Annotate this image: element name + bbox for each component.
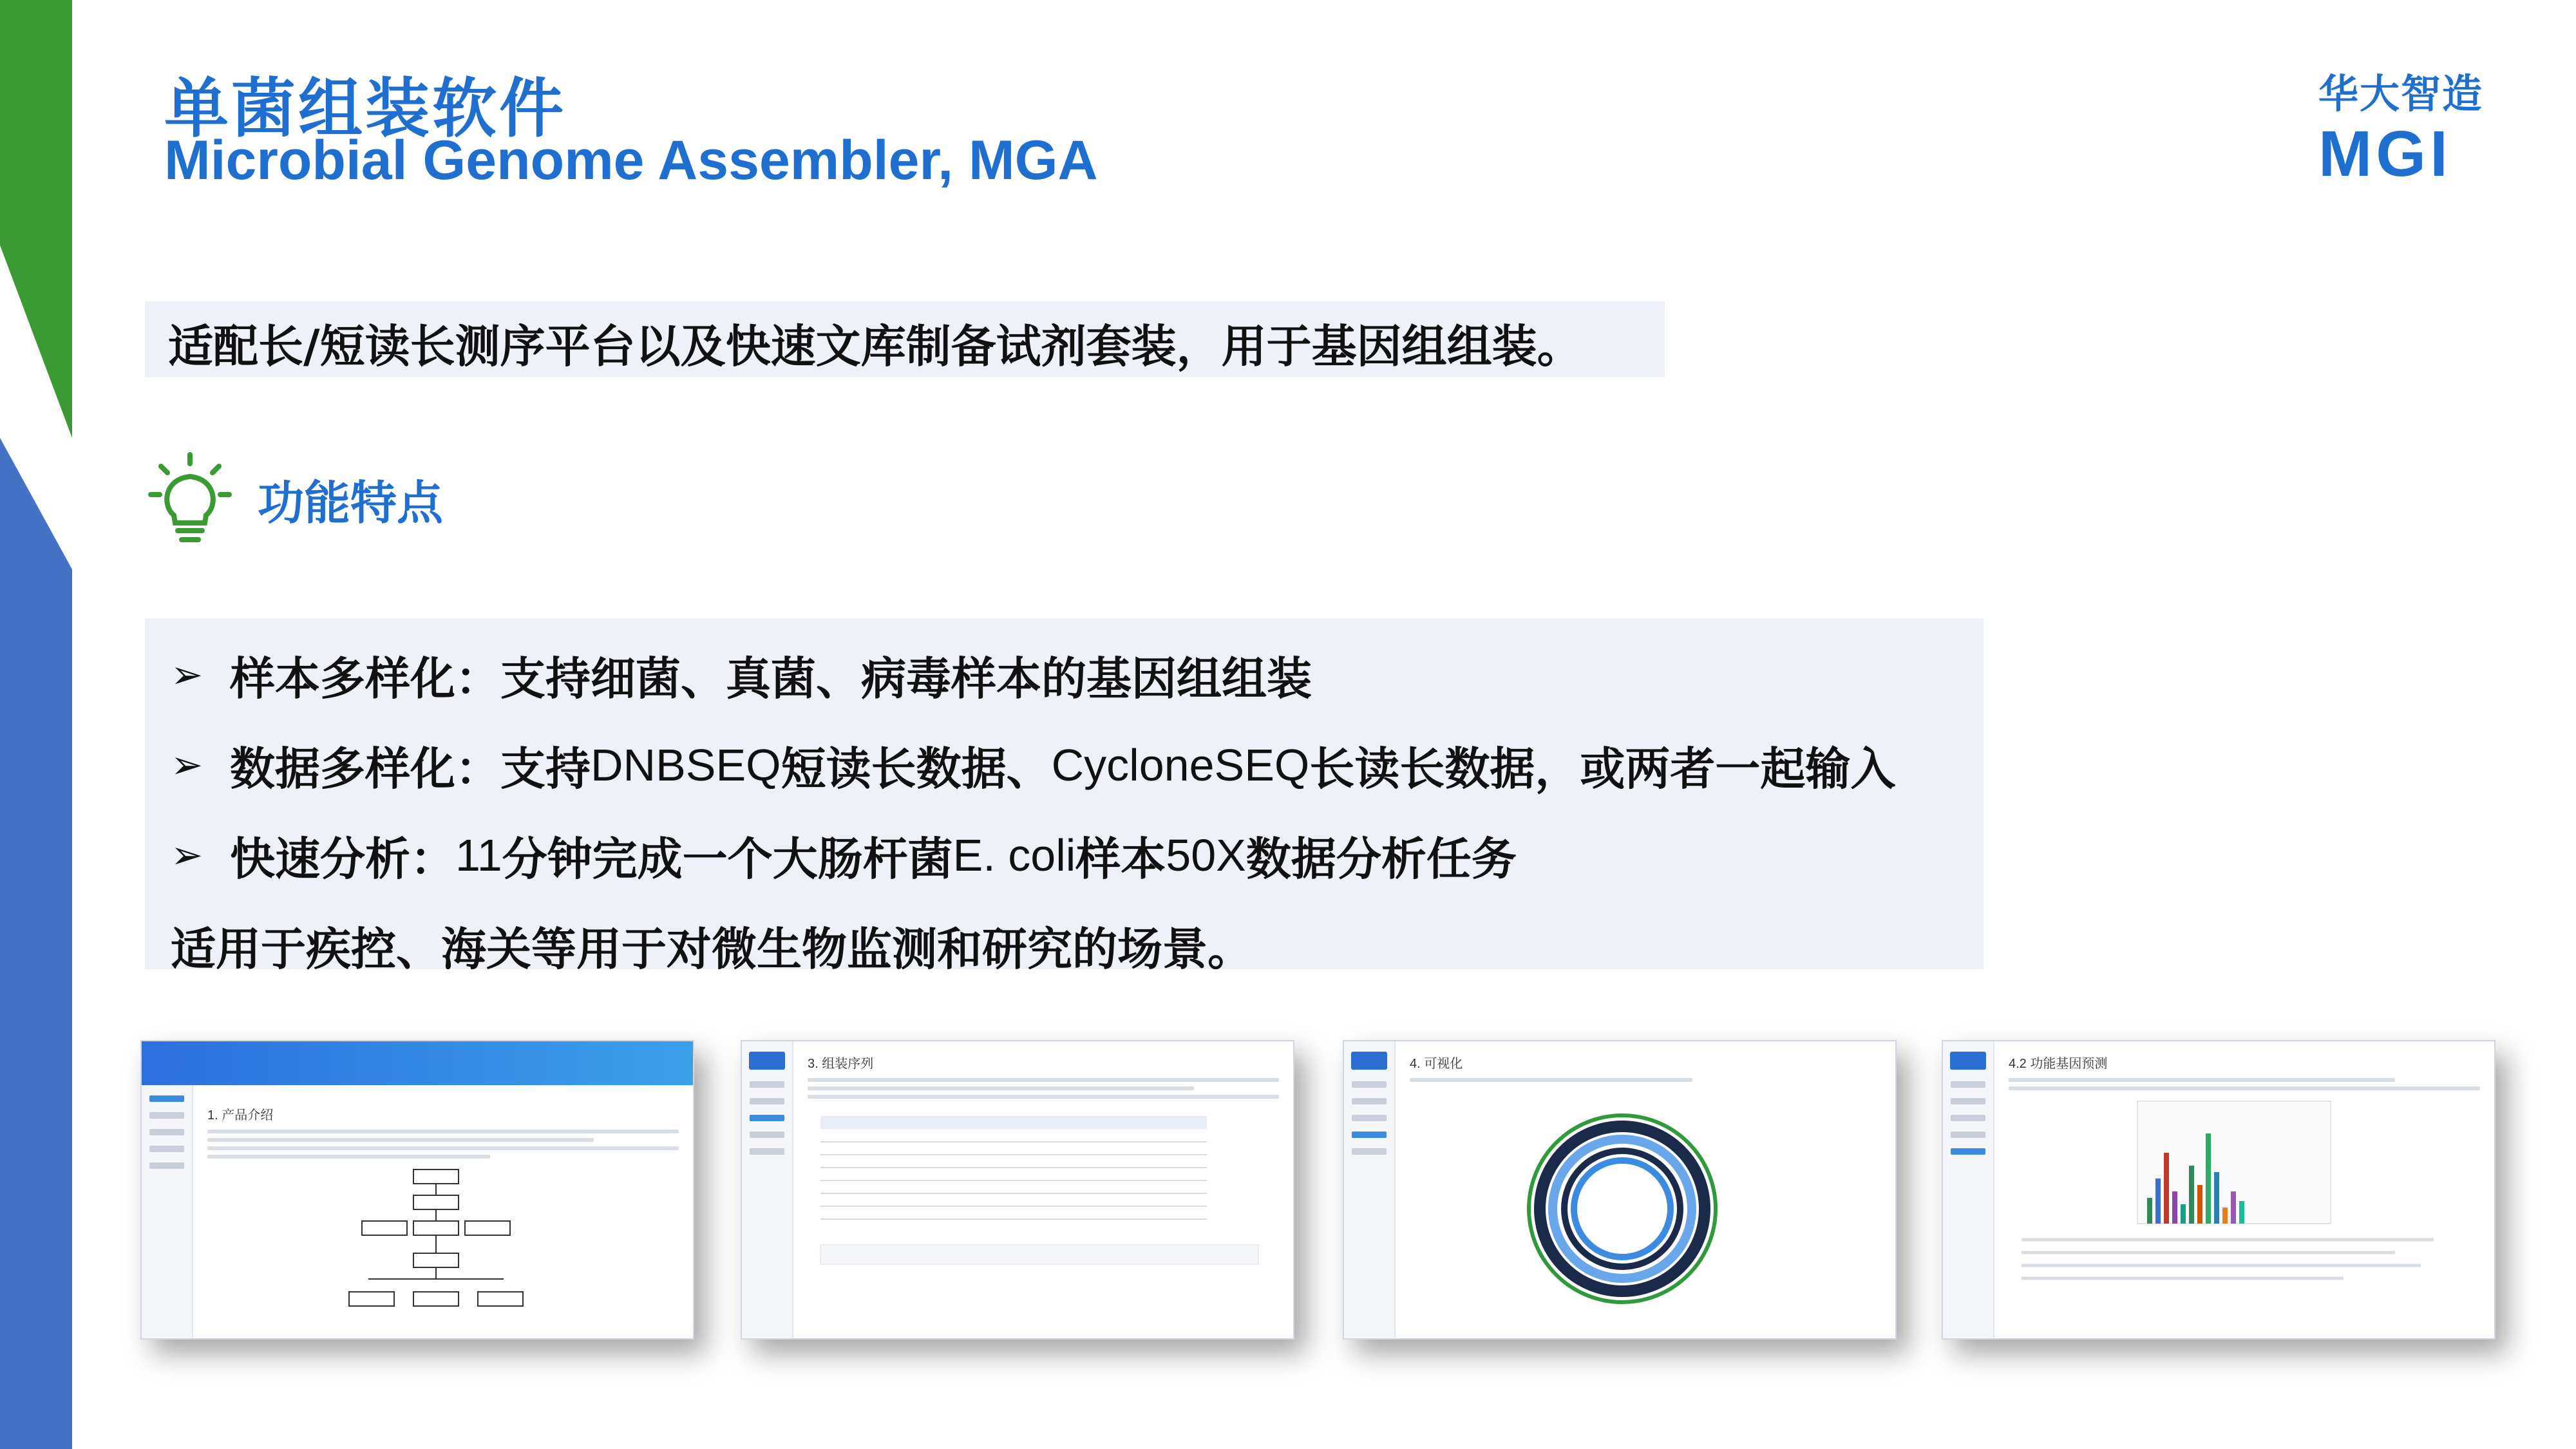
thumb-heading: 4.2 功能基因预测: [2009, 1057, 2108, 1071]
feature-text: CycloneSEQ: [1051, 740, 1310, 790]
thumb-sidebar: [1344, 1041, 1396, 1338]
screenshot-product-intro: [140, 1040, 694, 1340]
feature-text: E. coli: [952, 830, 1076, 880]
feature-text: 样本多样化：支持细菌、真菌、病毒样本的基因组组装: [230, 652, 1312, 705]
features-title: 功能特点: [258, 476, 444, 530]
mgi-logo: [2318, 62, 2486, 190]
feature-item: [171, 810, 1958, 900]
circular-genome-map: [1410, 1086, 1886, 1305]
thumb-heading: 1. 产品介绍: [207, 1108, 274, 1122]
thumb-heading: 4. 可视化: [1410, 1057, 1463, 1071]
arrow-bullet-icon: ➢: [171, 652, 204, 697]
logo-en-text: MGI: [2318, 118, 2452, 190]
feature-text: 分钟完成一个大肠杆菌: [502, 832, 953, 886]
features-panel: [145, 618, 1984, 976]
screenshot-visualization: [1343, 1040, 1897, 1340]
left-green-bar: [0, 0, 72, 438]
thumb-content: [1396, 1041, 1895, 1338]
thumb-content: [193, 1093, 693, 1338]
feature-text: 数据分析任务: [1245, 832, 1517, 886]
page-title: 单菌组装软件: [164, 71, 566, 146]
arrow-bullet-icon: ➢: [171, 833, 204, 878]
features-heading: [148, 451, 443, 547]
thumb-content: [793, 1041, 1293, 1338]
applicable-text: 适用于疾控、海关等用于对微生物监测和研究的场景。: [171, 922, 1253, 976]
screenshot-assembly-sequence: [741, 1040, 1294, 1340]
result-table: [808, 1103, 1284, 1271]
thumb-content: [1994, 1041, 2494, 1338]
feature-text: 短读长数据、: [781, 742, 1052, 795]
thumb-heading: 3. 组装序列: [808, 1057, 874, 1071]
applicable-text-row: [171, 900, 1958, 990]
logo-cn-text: 华大智造: [2318, 70, 2484, 117]
screenshot-gene-prediction: [1942, 1040, 2496, 1340]
intro-banner: 适配长/短读长测序平台以及快速文库制备试剂套装，用于基因组组装。: [145, 301, 1665, 377]
thumb-sidebar: [742, 1041, 793, 1338]
feature-text: 50X: [1166, 830, 1246, 880]
arrow-bullet-icon: ➢: [171, 743, 204, 788]
feature-text: 快速分析：: [230, 832, 455, 886]
bar-chart-thumbnail: [2009, 1095, 2485, 1288]
thumb-header: [142, 1041, 693, 1085]
feature-text: 数据多样化：支持: [230, 742, 591, 795]
flowchart-diagram: [207, 1163, 684, 1324]
feature-item: [171, 630, 1958, 720]
feature-text: 样本: [1075, 832, 1166, 886]
left-blue-bar: [0, 438, 72, 1449]
feature-text: 长读长数据，或两者一起输入: [1309, 742, 1896, 795]
thumb-sidebar: [142, 1085, 193, 1340]
feature-item: [171, 720, 1958, 810]
feature-text: 11: [455, 830, 502, 880]
thumb-sidebar: [1943, 1041, 1994, 1338]
page-subtitle: Microbial Genome Assembler, MGA: [164, 129, 1098, 191]
feature-text: DNBSEQ: [591, 740, 781, 790]
lightbulb-icon: [148, 451, 232, 547]
